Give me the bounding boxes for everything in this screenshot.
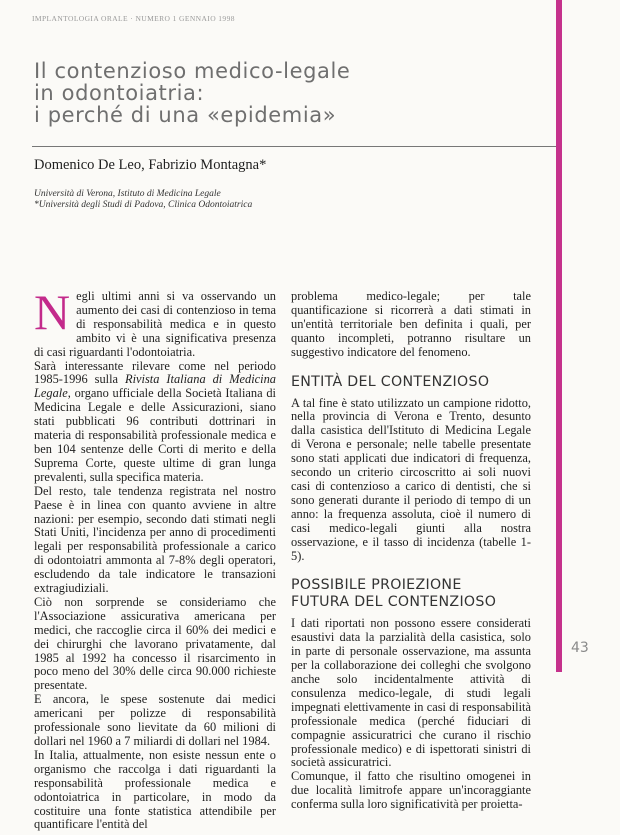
p2-text-a: Sarà interessante rilevare come nel periodo 1985-1996 sulla <box>34 358 276 387</box>
authors: Domenico De Leo, Fabrizio Montagna* <box>34 157 267 173</box>
paragraph-2 <box>34 360 276 485</box>
heading-line-1: POSSIBILE PROIEZIONE <box>291 577 462 594</box>
affiliation-2: *Università degli Studi di Padova, Clinica Odontoiatrica <box>34 200 253 210</box>
drop-cap: N <box>34 284 71 340</box>
intro-text: egli ultimi anni si va osservando un aumento dei casi di contenzioso in tema di responsabilità medica e in questo ambito vi è una significativa presenza di casi riguardanti l'odontoiatria. <box>34 289 276 359</box>
right-paragraph-3: I dati riportati non possono essere considerati esaustivi data la parzialità della casistica, solo in parte di personale osservazione, ma assunta per la collaborazione dei colleghi che svolgono anche solo incidentalmente attività di consulenza medico-legale, di studi legali impegnati elettivamente in casi di responsabilità professionale medica (perché fiduciari di compagnie assicuratrici che curano il rischio professionale medico) e di ispettorati sinistri di società assicuratrici. <box>291 616 531 770</box>
article-title <box>34 60 414 126</box>
right-column <box>291 290 531 812</box>
title-divider <box>32 146 557 147</box>
right-paragraph-4: Comunque, il fatto che risultino omogenei in due località limitrofe appare un'incoraggiante conferma sulla loro significatività per proietta- <box>291 769 531 812</box>
section-heading-entita: ENTITÀ DEL CONTENZIOSO <box>291 373 490 390</box>
journal-name: Rivista Italiana di Medicina Legale <box>34 372 276 401</box>
title-line-1: Il contenzioso medico-legale <box>34 59 351 83</box>
right-paragraph-2: A tal fine è stato utilizzato un campione ridotto, nella provincia di Verona e Trento, desunto dalla casistica dell'Istituto di Medicina Legale di Verona e personale; nelle tabelle presentate sono stati applicati due indicatori di frequenza, secondo un criterio circoscritto ai soli nuovi casi di contenzioso a carico di dentisti, che si sono generati durante il periodo di tempo di un anno: la frequenza assoluta, cioè il numero di casi medico-legali giunti alla nostra osservazione, e il tasso di incidenza (tabelle 1-5). <box>291 395 531 563</box>
paragraph-3: Del resto, tale tendenza registrata nel nostro Paese è in linea con quanto avviene in altre nazioni: per esempio, secondo dati stimati negli Stati Uniti, l'incidenza per anno di procedimenti legali per responsabilità professionale a carico di odontoiatri ammonta al 7-8% degli operatori, escludendo da tale indicatore le transazioni extragiudiziali. <box>34 483 276 596</box>
title-line-3: i perché di una «epidemia» <box>34 103 337 127</box>
paragraph-4: Ciò non sorprende se consideriamo che l'Associazione assicurativa americana per medici, che raccoglie circa il 60% dei medici e dei chirurghi che lavorano privatamente, dal 1985 al 1992 ha concesso il risarcimento in poco meno del 30% delle circa 90.000 richieste presentate. <box>34 594 276 693</box>
accent-bar <box>556 0 562 672</box>
paragraph-6: In Italia, attualmente, non esiste nessun ente o organismo che raccolga i dati riguardanti la responsabilità professionale medica e odontoiatrica in particolare, in modo da costituire una fonte statistica attendibile per quantificare l'entità del <box>34 747 276 832</box>
section-heading-proiezione <box>291 577 531 611</box>
page-number: 43 <box>571 640 589 656</box>
affiliation-1: Università di Verona, Istituto di Medicina Legale <box>34 189 221 199</box>
title-line-2: in odontoiatria: <box>34 81 205 105</box>
intro-paragraph <box>34 284 276 360</box>
p2-text-b: , organo ufficiale della Società Italiana di Medicina Legale e delle Assicurazioni, siano stati pubblicati 96 contributi dottrinari in materia di responsabilità professionale medica e ben 104 sentenze delle Corti di merito e della Suprema Corte, queste ultime di gran lunga prevalenti, sulla specifica materia. <box>34 386 276 484</box>
running-header: IMPLANTOLOGIA ORALE · NUMERO 1 GENNAIO 1998 <box>32 14 235 23</box>
left-column <box>34 284 276 832</box>
right-paragraph-1: problema medico-legale; per tale quantificazione si ricorrerà a dati stimati in un'entità territoriale ben definita i quali, per quanto incompleti, potranno risultare un suggestivo indicatore del fenomeno. <box>291 289 531 359</box>
paragraph-5: E ancora, le spese sostenute dai medici americani per polizze di responsabilità professionale sono lievitate da 60 milioni di dollari nel 1960 a 7 miliardi di dollari nel 1984. <box>34 692 276 748</box>
heading-line-2: FUTURA DEL CONTENZIOSO <box>291 594 497 611</box>
